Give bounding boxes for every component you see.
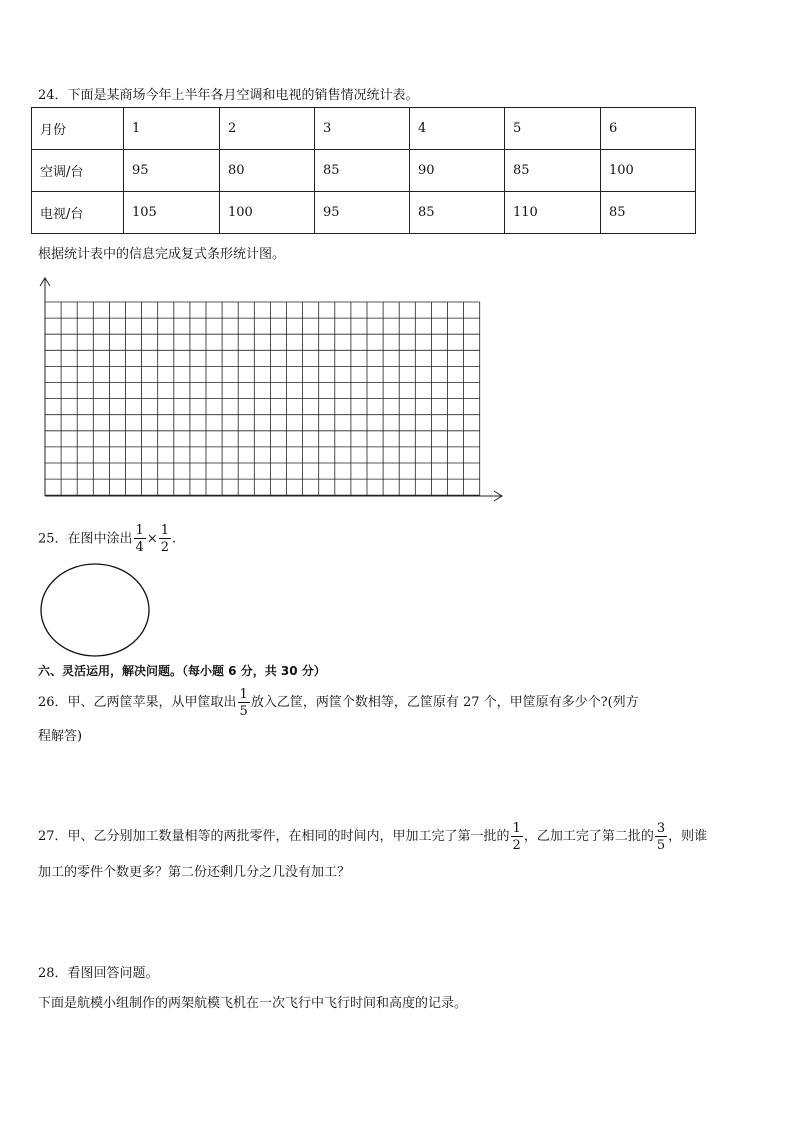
table-cell: 80 xyxy=(220,150,315,192)
fraction-denominator: 2 xyxy=(160,540,170,555)
blank-chart-grid xyxy=(30,272,510,508)
fraction xyxy=(238,688,250,718)
section-heading: 六、灵活运用，解决问题。（每小题 6 分，共 30 分） xyxy=(38,664,326,678)
table-cell: 电视/台 xyxy=(32,192,124,234)
table-cell: 6 xyxy=(601,108,696,150)
table-cell: 100 xyxy=(601,150,696,192)
fraction xyxy=(134,524,146,554)
table-cell: 3 xyxy=(315,108,410,150)
table-row xyxy=(32,150,696,192)
table-cell: 85 xyxy=(315,150,410,192)
sales-table xyxy=(31,107,696,234)
table-cell: 空调/台 xyxy=(32,150,124,192)
table-cell: 85 xyxy=(601,192,696,234)
fraction-numerator: 1 xyxy=(160,523,170,538)
table-cell: 1 xyxy=(124,108,220,150)
table-cell: 月份 xyxy=(32,108,124,150)
grid-lines xyxy=(45,302,480,495)
table-cell: 90 xyxy=(410,150,505,192)
circle-figure xyxy=(38,561,154,659)
q24-instruction: 根据统计表中的信息完成复式条形统计图。 xyxy=(38,247,286,262)
fraction xyxy=(511,822,523,852)
fraction-denominator: 5 xyxy=(656,837,666,853)
table-cell: 4 xyxy=(410,108,505,150)
fraction-denominator: 2 xyxy=(512,837,521,853)
table-cell: 95 xyxy=(124,150,220,192)
table-cell: 105 xyxy=(124,192,220,234)
table-cell: 100 xyxy=(220,192,315,234)
q27-text: 加工的零件个数更多？第二份还剩几分之几没有加工？ xyxy=(38,865,351,880)
fraction xyxy=(655,822,667,852)
q26-text: 程解答) xyxy=(38,729,83,744)
fraction-numerator: 1 xyxy=(239,686,248,702)
table-row xyxy=(32,192,696,234)
table-cell: 2 xyxy=(220,108,315,150)
q26-text: 26．甲、乙两筐苹果，从甲筐取出 xyxy=(38,695,237,710)
q26 xyxy=(38,684,758,756)
q25-suffix: . xyxy=(172,531,177,547)
fraction-numerator: 1 xyxy=(135,523,144,538)
table-cell: 5 xyxy=(505,108,601,150)
fraction-numerator: 3 xyxy=(656,820,666,836)
q27 xyxy=(38,818,768,892)
fraction-denominator: 5 xyxy=(239,703,248,719)
fraction-denominator: 4 xyxy=(135,540,144,555)
q24-title: 24．下面是某商场今年上半年各月空调和电视的销售情况统计表。 xyxy=(38,88,419,103)
q27-text: ，则谁 xyxy=(668,829,708,844)
table-cell: 95 xyxy=(315,192,410,234)
q28-title: 28．看图回答问题。 xyxy=(38,966,159,981)
table-cell: 110 xyxy=(505,192,601,234)
q27-text: 27．甲、乙分别加工数量相等的两批零件，在相同的时间内，甲加工完了第一批的 xyxy=(38,829,510,844)
fraction-numerator: 1 xyxy=(512,820,521,836)
q26-text: 放入乙筐，两筐个数相等，乙筐原有 27 个，甲筐原有多少个?(列方 xyxy=(250,695,639,710)
table-cell: 85 xyxy=(505,150,601,192)
q28-text: 下面是航模小组制作的两架航模飞机在一次飞行中飞行时间和高度的记录。 xyxy=(38,996,468,1011)
q25-line xyxy=(38,524,176,554)
q27-text: ，乙加工完了第二批的 xyxy=(523,829,654,844)
fraction xyxy=(159,524,171,554)
table-header-row xyxy=(32,108,696,150)
times-sign: × xyxy=(146,531,158,547)
table-cell: 85 xyxy=(410,192,505,234)
q25-prefix: 25．在图中涂出 xyxy=(38,531,133,547)
